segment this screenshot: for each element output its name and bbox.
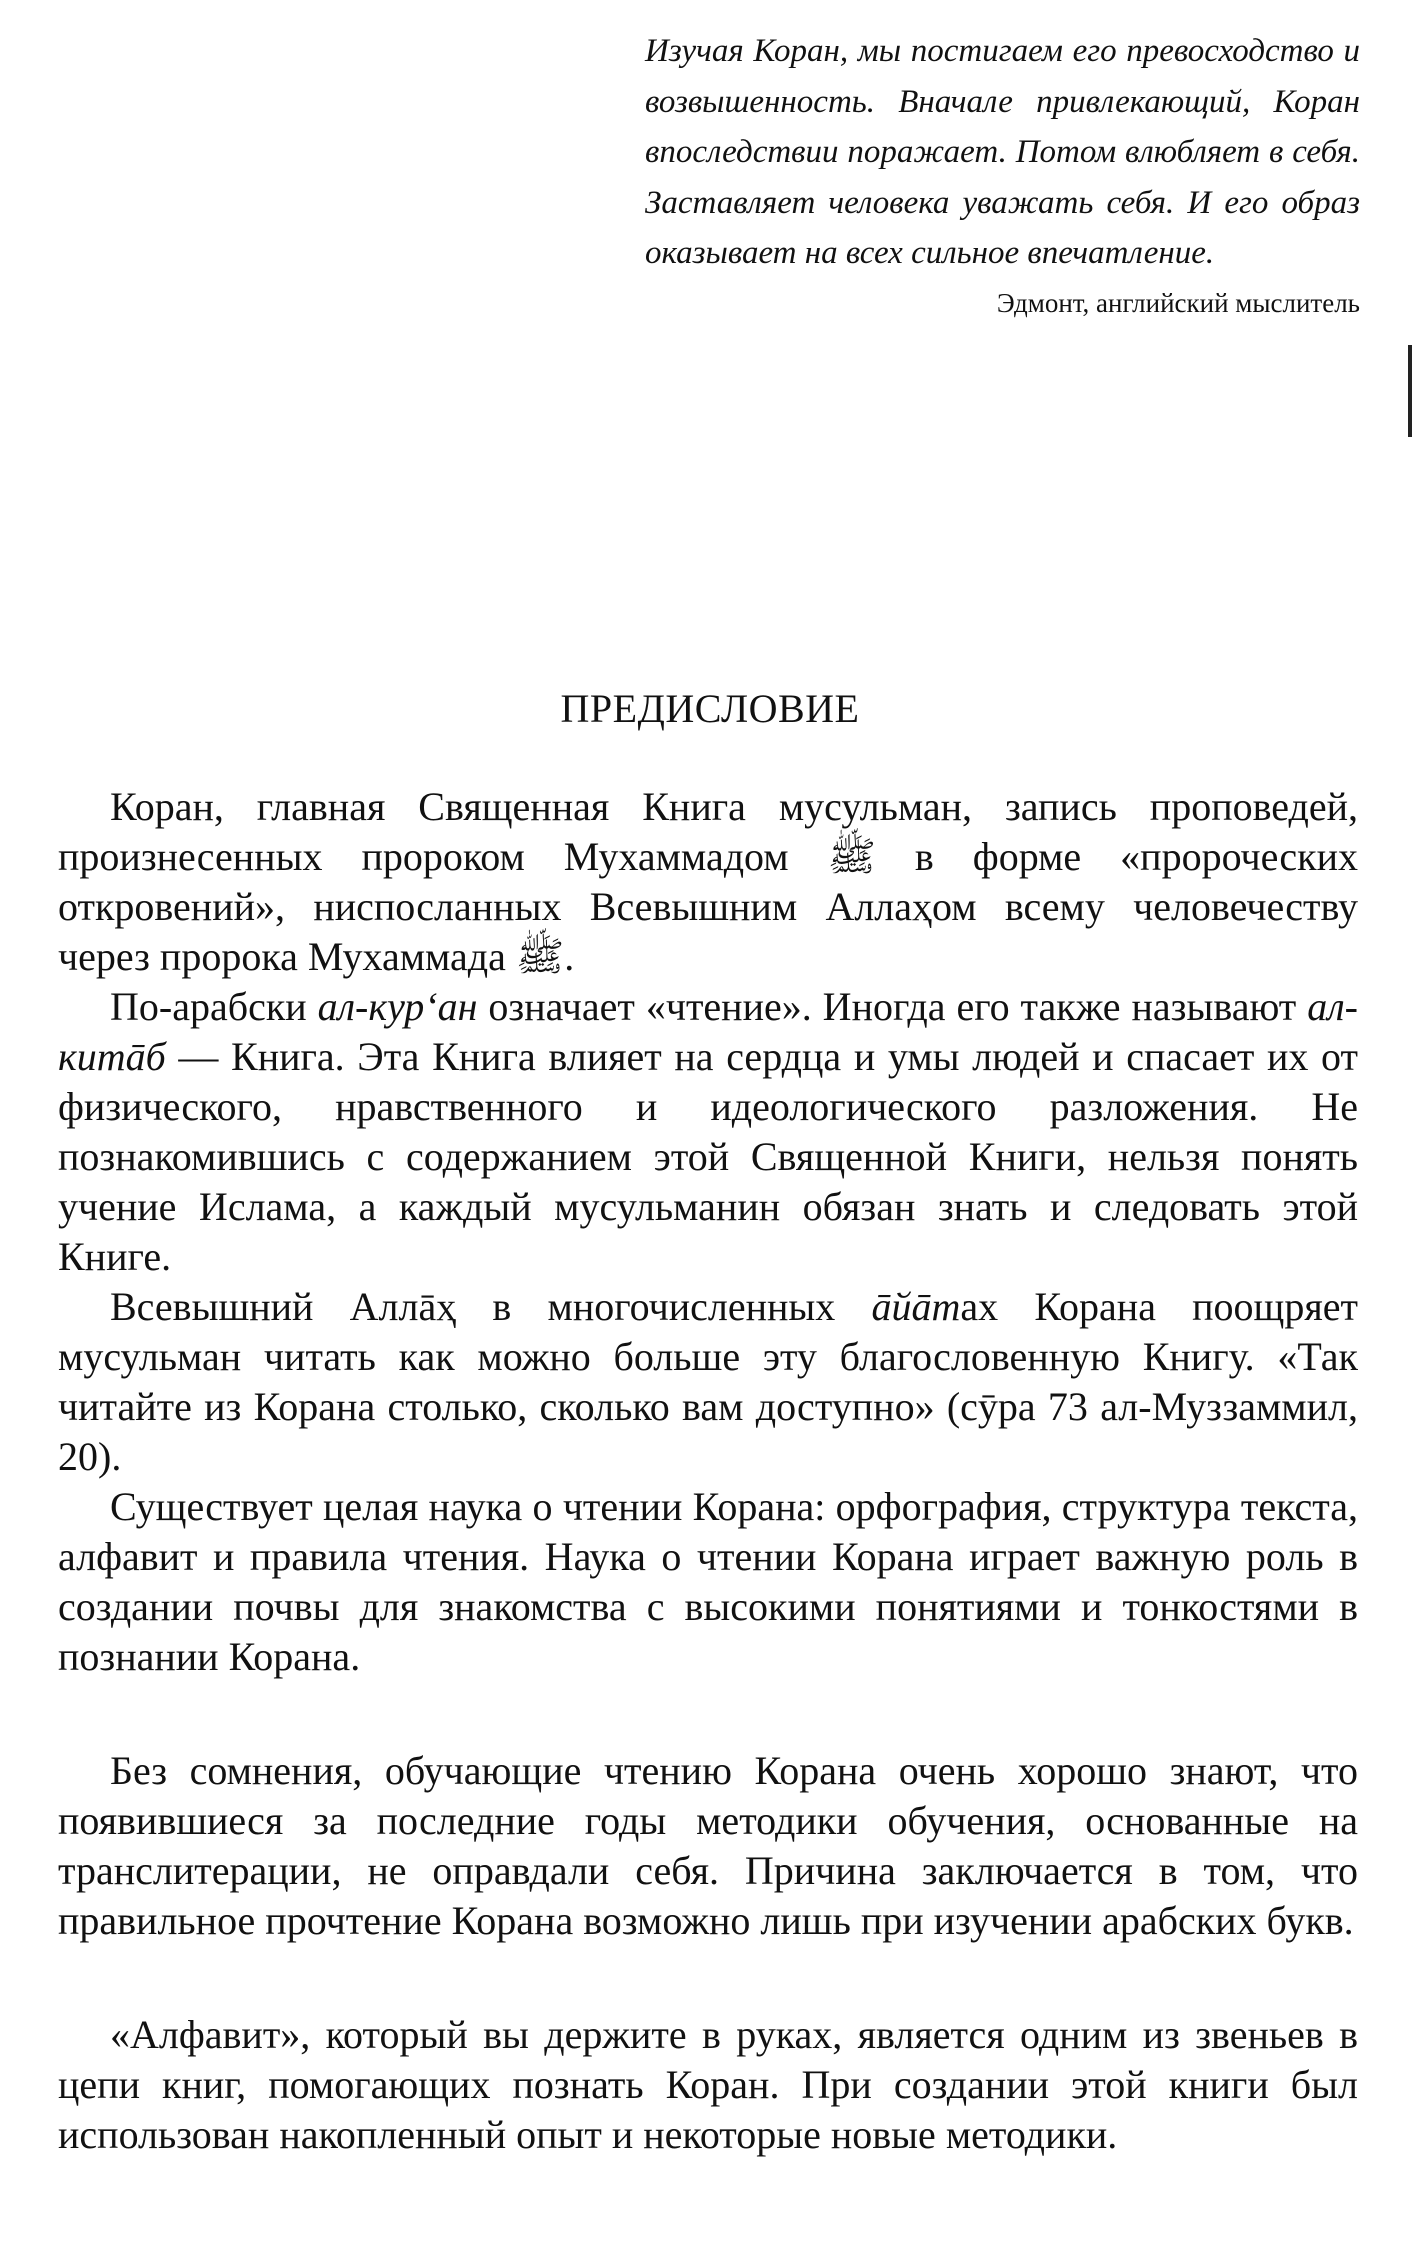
paragraph-4: Существует целая наука о чтении Корана: орфография, структура текста, алфавит и правила чтения. Наука о чтении Корана играет важную роль в создании почвы для знакомства с высокими понятиями и тонкостями в познании Корана.	[58, 1484, 1358, 1679]
epigraph-quote: Изучая Коран, мы постигаем его превосходство и возвышенность. Вначале привлекающий, Коран впоследствии поражает. Потом влюбляет в себя. Заставляет человека уважать себя. И его образ оказывает на всех сильное впечатление.	[645, 33, 1360, 271]
term-al-kitab: ал-китāб	[58, 984, 1358, 1079]
epigraph-author: Эдмонт, английский мыслитель	[996, 287, 1360, 318]
paragraph-3-part-a: Всевышний Аллāҳ в многочисленных	[110, 1284, 872, 1329]
term-ayat: āйāт	[871, 1284, 961, 1329]
paragraph-2	[58, 982, 1358, 1282]
page-title: ПРЕДИСЛОВИЕ	[560, 686, 860, 731]
paragraph-6: «Алфавит», который вы держите в руках, является одним из звеньев в цепи книг, помогающих познать Коран. При создании этой книги был использован накопленный опыт и некоторые новые методики.	[58, 2012, 1358, 2157]
term-al-quran: ал-кур‘ан	[317, 984, 478, 1029]
paragraph-2-part-a: По-арабски	[110, 984, 318, 1029]
epigraph	[645, 26, 1360, 321]
paragraph-2-part-c: — Книга. Эта Книга влияет на сердца и умы людей и спасает их от физического, нравственного и идеологического разложения. Не познакомившись с содержанием этой Священной Книги, нельзя понять учение Ислама, а каждый мусульманин обязан знать и следовать этой Книге.	[58, 1034, 1358, 1279]
paragraph-3-part-b: ах Корана поощряет мусульман читать как можно больше эту благословенную Книгу. «Так читайте из Корана столько, сколько вам доступно» (сӯра 73 ал-Муззаммил, 20).	[58, 1284, 1358, 1479]
paragraph-2-part-b: означает «чтение». Иногда его также называют	[477, 984, 1308, 1029]
main-text	[58, 782, 1358, 2160]
paragraph-3	[58, 1282, 1358, 1482]
paragraph-1: Коран, главная Священная Книга мусульман, запись проповедей, произнесенных пророком Мухаммадом ﷺ в форме «пророческих откровений», ниспосланных Всевышним Аллаҳом всему человечеству через пророка Мухаммада ﷺ.	[58, 784, 1358, 979]
paragraph-5: Без сомнения, обучающие чтению Корана очень хорошо знают, что появившиеся за последние годы методики обучения, основанные на транслитерации, не оправдали себя. Причина заключается в том, что правильное прочтение Корана возможно лишь при изучении арабских букв.	[58, 1748, 1358, 1943]
page-edge-mark	[1408, 345, 1412, 437]
